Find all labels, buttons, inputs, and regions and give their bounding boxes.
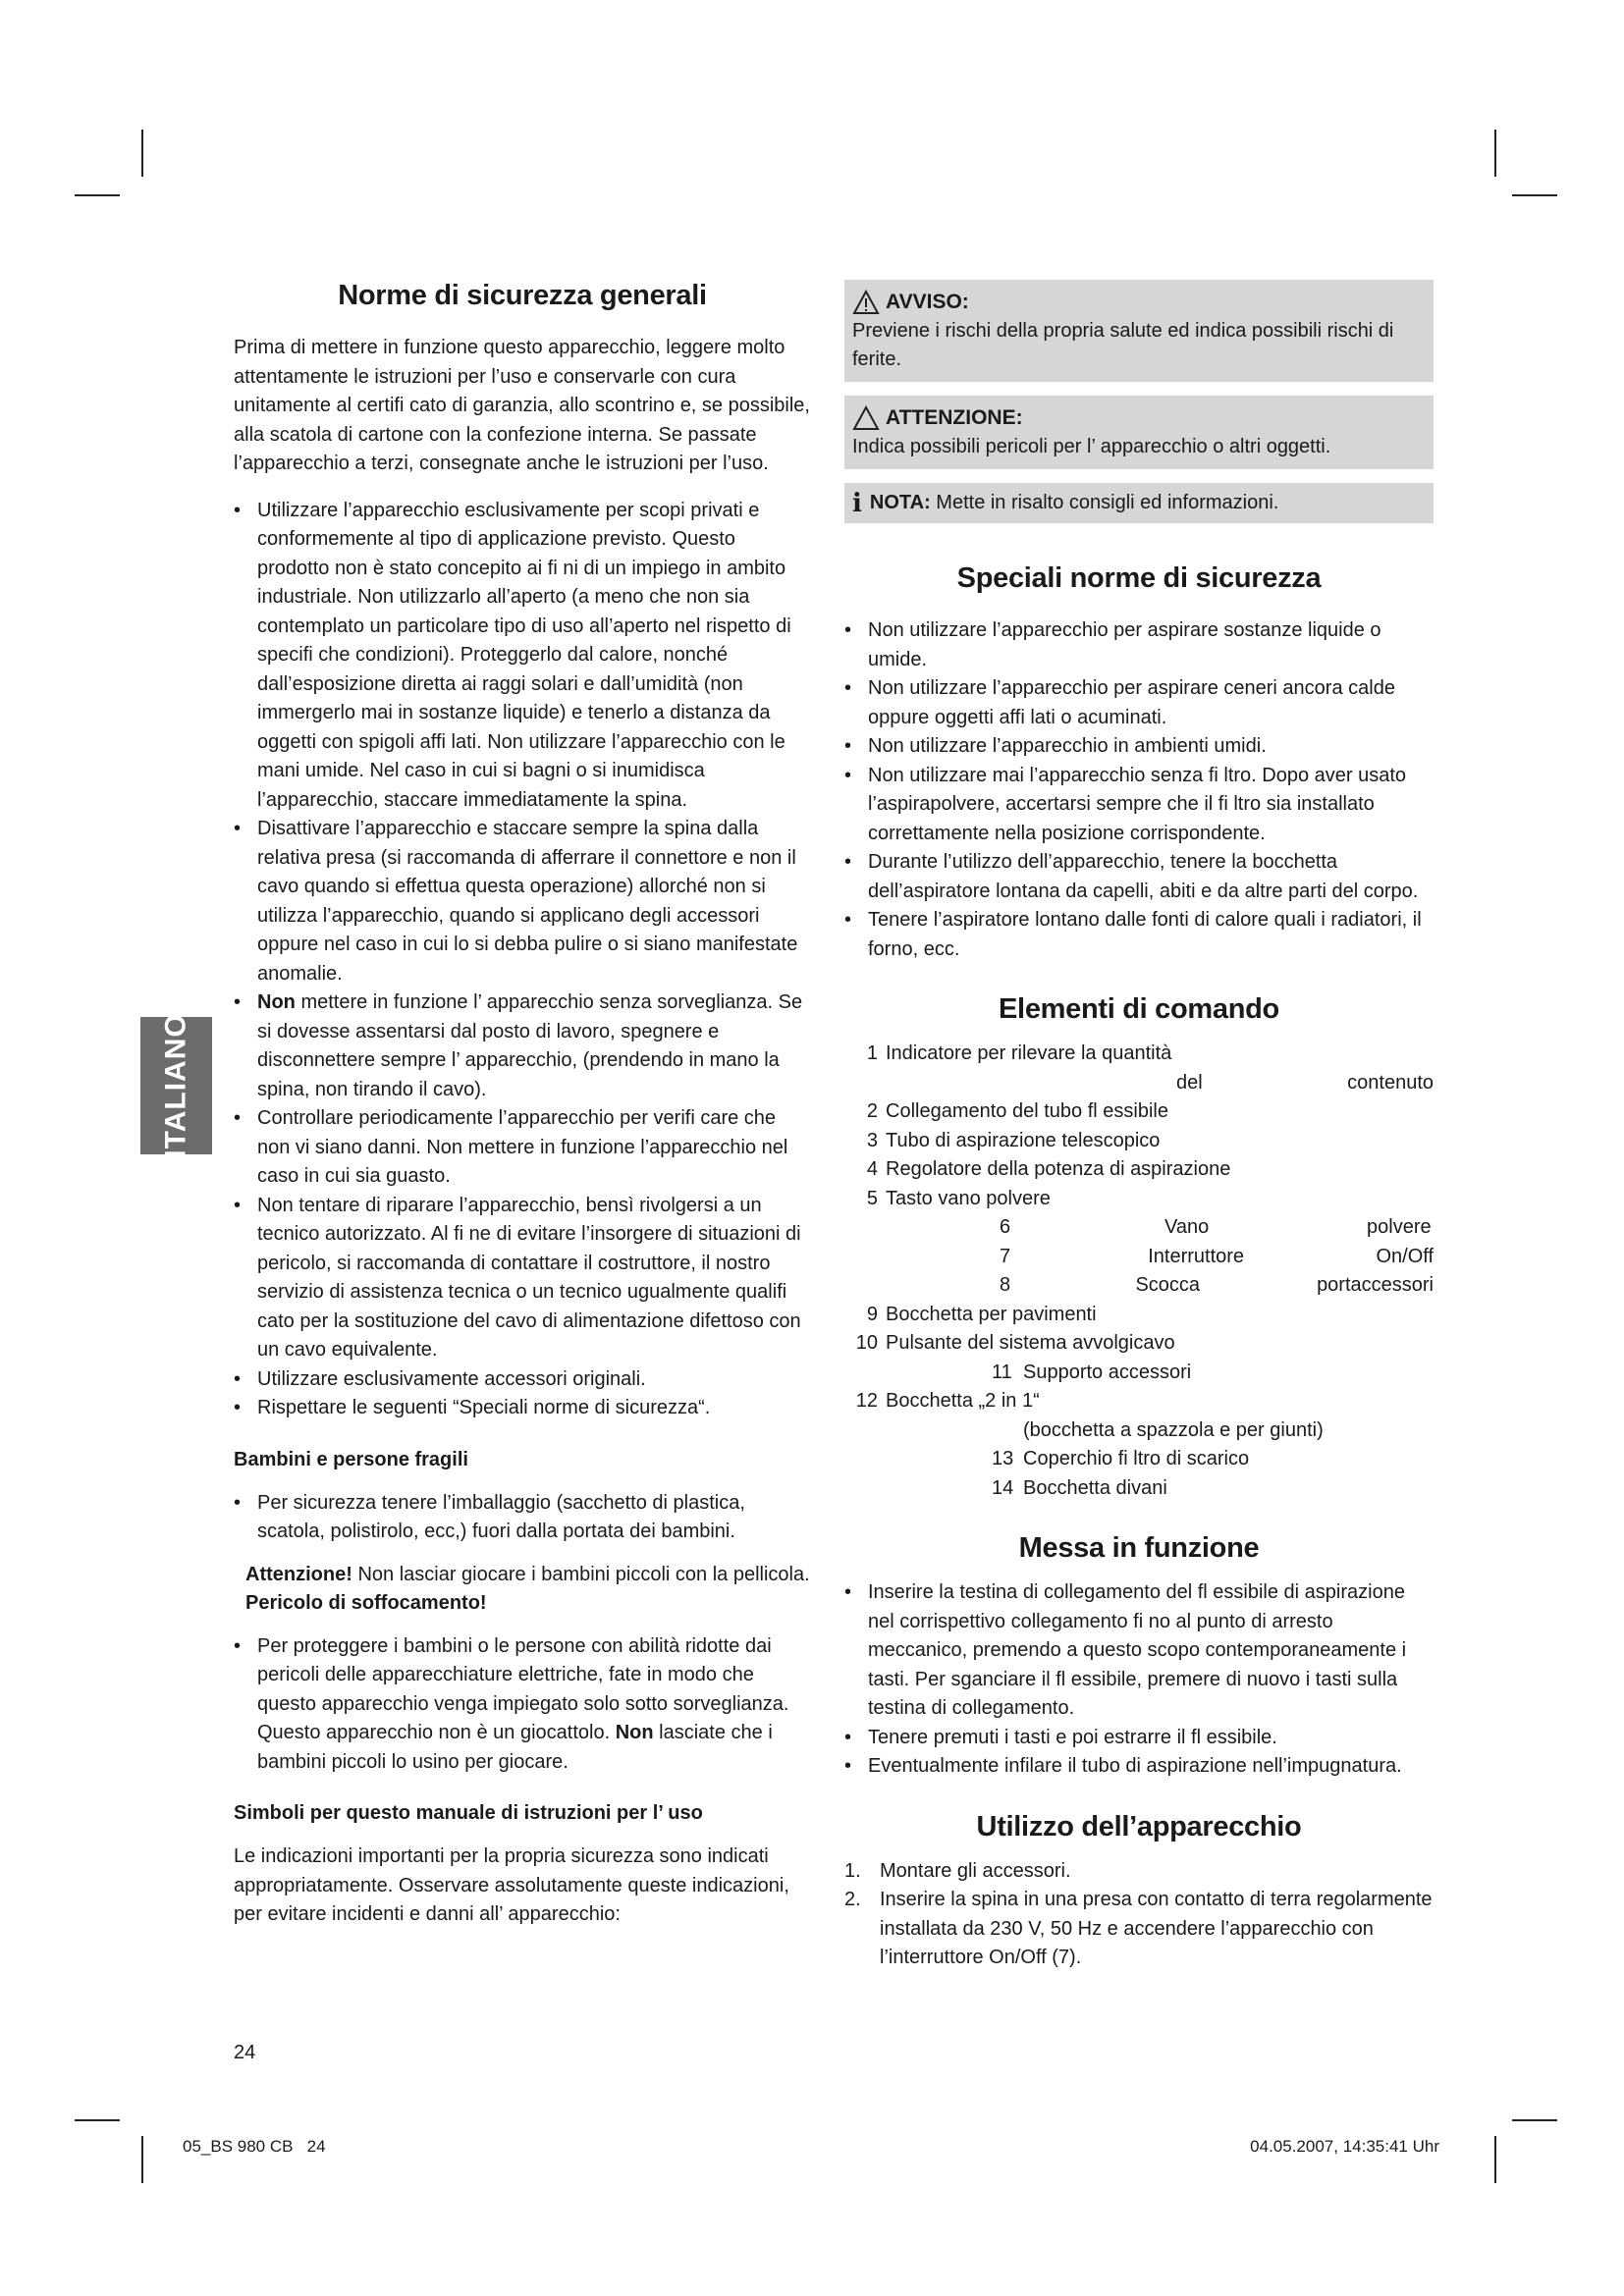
item-number: 7: [1000, 1245, 1011, 1267]
list-item: • Non utilizzare l’apparecchio per aspirare ceneri ancora calde oppure oggetti affi lati o acuminati.: [844, 674, 1434, 732]
warning-triangle-icon: [852, 290, 880, 315]
item-text: On/Off: [1376, 1245, 1434, 1267]
item-number: 1: [866, 1042, 878, 1064]
avviso-label: AVVISO:: [886, 291, 969, 313]
item-number: 9: [866, 1303, 878, 1325]
item-text: Scocca: [1135, 1274, 1201, 1296]
list-item: [844, 1155, 1434, 1185]
item-number: 14: [992, 1476, 1014, 1499]
list-item: [844, 1301, 1434, 1330]
avviso-text: Previene i rischi della propria salute ed indica possibili rischi di ferite.: [852, 320, 1394, 370]
special-safety-list: [844, 616, 1434, 964]
general-safety-title: Norme di sicurezza generali: [338, 280, 707, 311]
crop-mark: [141, 130, 143, 177]
item-text: contenuto: [1347, 1071, 1434, 1094]
item-number: 12: [855, 1390, 878, 1412]
list-item: • Rispettare le seguenti “Speciali norme di sicurezza“.: [234, 1394, 811, 1423]
list-item: [844, 1185, 1434, 1214]
item-text: (bocchetta a spazzola e per giunti): [1023, 1418, 1324, 1441]
list-item: [234, 1632, 811, 1778]
list-item: • Non tentare di riparare l’apparecchio, bensì rivolgersi a un tecnico autorizzato. Al fi ne di evitare l’insorgere di situazioni di pericolo, si raccomanda di contattare il costruttore, il nostro servizio di assistenza tecnica o un tecnico ugualmente qualifi cato per la sostituzione del cavo di alimentazione difettoso con un cavo equivalente.: [234, 1192, 811, 1365]
attenzione-label: ATTENZIONE:: [886, 406, 1023, 429]
item-text: Bocchetta „2 in 1“: [886, 1390, 1040, 1412]
list-item: [844, 1213, 1434, 1243]
item-text: Regolatore della potenza di aspirazione: [886, 1158, 1231, 1180]
item-number: 10: [855, 1332, 878, 1354]
item-number: 13: [992, 1448, 1014, 1469]
attenzione-text: Indica possibili pericoli per l’ apparecchio o altri oggetti.: [852, 436, 1331, 457]
list-item: • Utilizzare esclusivamente accessori originali.: [234, 1365, 811, 1395]
item-text: Interruttore: [1148, 1245, 1245, 1267]
bold-non: Non: [257, 991, 296, 1013]
list-item: • Tenere l’aspiratore lontano dalle fonti di calore quali i radiatori, il forno, ecc.: [844, 906, 1434, 964]
attenzione-box: [844, 396, 1434, 469]
item-text: Indicatore per rilevare la quantità: [886, 1042, 1172, 1064]
crop-mark: [1494, 2136, 1496, 2183]
intro-paragraph: Prima di mettere in funzione questo apparecchio, leggere molto attentamente le istruzioni per l’uso e conservarle con cura unitamente al certifi cato di garanzia, allo scontrino e, se possibile, alla scatola di cartone con la confezione interna. Se passate l’apparecchio a terzi, consegnate anche le istruzioni per l’uso.: [234, 337, 810, 474]
list-item: • Per sicurezza tenere l’imballaggio (sacchetto di plastica, scatola, polistirolo, ecc,) fuori dalla portata dei bambini.: [234, 1489, 811, 1547]
item-text: Bocchetta divani: [1023, 1476, 1167, 1499]
item-text: Vano: [1164, 1216, 1210, 1238]
avviso-heading: [852, 288, 1426, 317]
kids-list-2: [234, 1632, 811, 1778]
left-column: [234, 280, 811, 1930]
crop-mark: [141, 2136, 143, 2183]
use-steps: [844, 1857, 1434, 1973]
special-safety-title: Speciali norme di sicurezza: [956, 562, 1322, 594]
list-item: [844, 1857, 1434, 1887]
list-item: [844, 1387, 1434, 1416]
list-item: • Inserire la testina di collegamento del fl essibile di aspirazione nel corrispettivo collegamento fi no al punto di arresto meccanico, premendo a questo scopo contemporaneamente i tasti. Per sganciare il fl essibile, premere di nuovo i tasti sulla testina di collegamento.: [844, 1578, 1434, 1724]
bold-non: Non: [615, 1722, 654, 1743]
item-text: Collegamento del tubo fl essibile: [886, 1100, 1168, 1122]
step-number: 1.: [844, 1859, 861, 1882]
item-number: 6: [1000, 1216, 1011, 1238]
list-item: • Eventualmente infilare il tubo di aspirazione nell’impugnatura.: [844, 1752, 1434, 1782]
kids-title: Bambini e persone fragili: [234, 1448, 468, 1470]
nota-box: [844, 483, 1434, 523]
list-item: • Non utilizzare l’apparecchio in ambienti umidi.: [844, 732, 1434, 762]
symbols-paragraph: Le indicazioni importanti per la propria sicurezza sono indicati appropriatamente. Osservare assolutamente queste indicazioni, per evitare incidenti e danni all’ apparecchio:: [234, 1845, 789, 1925]
general-safety-list: [234, 497, 811, 1423]
list-item: [844, 1243, 1434, 1272]
list-item: [844, 1886, 1434, 1973]
item-number: 4: [866, 1158, 878, 1180]
controls-list: [844, 1040, 1434, 1503]
list-item: • Durante l’utilizzo dell’apparecchio, tenere la bocchetta dell’aspiratore lontana da capelli, abiti e da altre parti del corpo.: [844, 848, 1434, 906]
list-item-text: lasciate che i bambini piccoli lo usino per giocare.: [257, 1722, 773, 1773]
list-item: [844, 1271, 1434, 1301]
list-item: [844, 1097, 1434, 1127]
list-item: [844, 1416, 1434, 1446]
attention-label: Attenzione!: [245, 1563, 352, 1585]
list-item: • Non utilizzare l’apparecchio per aspirare sostanze liquide o umide.: [844, 616, 1434, 674]
list-item: [844, 1445, 1434, 1474]
item-number: 2: [866, 1100, 878, 1122]
crop-mark: [1494, 130, 1496, 177]
list-item: • Utilizzare l’apparecchio esclusivamente per scopi privati e conformemente al tipo di applicazione previsto. Questo prodotto non è stato concepito ai fi ni di un impiego in ambito industriale. Non utilizzarlo all’aperto (a meno che non sia contemplato un particolare tipo di uso all’aperto nel rispetto di specifi che condizioni). Proteggerlo dal calore, nonché dall’esposizione diretta ai raggi solari e dall’umidità (non immergerlo mai in sostanze liquide) e tenerlo a distanza da oggetti con spigoli affi lati. Non utilizzare l’apparecchio con le mani umide. Nel caso in cui si bagni o si inumidisca l’apparecchio, staccare immediatamente la spina.: [234, 497, 811, 816]
list-item: [844, 1069, 1434, 1098]
attention-callout: [245, 1561, 811, 1619]
language-tab: [140, 1013, 212, 1158]
startup-list: [844, 1578, 1434, 1782]
item-text: Supporto accessori: [1023, 1361, 1192, 1383]
right-column: [844, 280, 1434, 1973]
avviso-box: [844, 280, 1434, 382]
item-text: Pulsante del sistema avvolgicavo: [886, 1332, 1175, 1354]
item-text: Tubo di aspirazione telescopico: [886, 1129, 1161, 1151]
list-item: [234, 988, 811, 1104]
attention-text: Non lasciar giocare i bambini piccoli con la pellicola.: [352, 1563, 810, 1585]
symbols-title: Simboli per questo manuale di istruzioni per l’ uso: [234, 1802, 703, 1824]
item-text: Tasto vano polvere: [886, 1187, 1051, 1209]
list-item: • Tenere premuti i tasti e poi estrarre il fl essibile.: [844, 1724, 1434, 1753]
kids-list: [234, 1489, 811, 1547]
use-title: Utilizzo dell’apparecchio: [976, 1810, 1302, 1842]
controls-title: Elementi di comando: [999, 993, 1279, 1025]
item-text: polvere: [1367, 1216, 1432, 1238]
nota-line: [852, 489, 1426, 517]
item-text: portaccessori: [1317, 1274, 1434, 1296]
item-number: 11: [992, 1361, 1012, 1383]
list-item: • Controllare periodicamente l’apparecchio per verifi care che non vi siano danni. Non mettere in funzione l’apparecchio nel caso in cui sia guasto.: [234, 1104, 811, 1192]
caution-triangle-icon: [852, 405, 880, 431]
item-text: Coperchio fi ltro di scarico: [1023, 1448, 1250, 1469]
list-item: • Non utilizzare mai l’apparecchio senza fi ltro. Dopo aver usato l’aspirapolvere, accertarsi sempre che il fi ltro sia installato correttamente nella posizione corrispondente.: [844, 762, 1434, 849]
list-item: [844, 1329, 1434, 1359]
item-text: Bocchetta per pavimenti: [886, 1303, 1097, 1325]
page-number: 24: [234, 2042, 256, 2063]
crop-mark: [1512, 194, 1557, 196]
crop-mark: [1512, 2119, 1557, 2121]
list-item: • Disattivare l’apparecchio e staccare sempre la spina dalla relativa presa (si raccomanda di afferrare il connettore e non il cavo quando si effettua questa operazione) allorché non si utilizza l’apparecchio, quando si applicano degli accessori oppure nel caso in cui lo si debba pulire o si siano manifestate anomalie.: [234, 815, 811, 988]
list-item-text: Per proteggere i bambini o le persone con abilità ridotte dai pericoli delle apparecchiature elettriche, fate in modo che questo apparecchio venga impiegato solo sotto sorveglianza. Questo apparecchio non è un giocattolo.: [257, 1634, 789, 1743]
step-text: Inserire la spina in una presa con contatto di terra regolarmente installata da 230 V, 50 Hz e accendere l’apparecchio con l’interruttore On/Off (7).: [880, 1889, 1433, 1968]
list-item: [844, 1127, 1434, 1156]
item-number: 5: [866, 1187, 878, 1209]
language-tab-label: ITALIANO: [159, 1013, 192, 1158]
list-item: [844, 1359, 1434, 1388]
crop-mark: [75, 2119, 120, 2121]
crop-mark: [75, 194, 120, 196]
nota-text: Mette in risalto consigli ed informazioni.: [930, 492, 1279, 513]
info-icon: i: [852, 488, 862, 518]
item-text: del: [1176, 1071, 1203, 1094]
footer-timestamp: 04.05.2007, 14:35:41 Uhr: [1250, 2137, 1439, 2156]
attenzione-heading: [852, 403, 1426, 433]
item-number: 8: [1000, 1274, 1011, 1296]
footer-file-info: 05_BS 980 CB 24: [183, 2137, 326, 2156]
startup-title: Messa in funzione: [1018, 1532, 1260, 1564]
item-number: 3: [866, 1129, 878, 1151]
step-text: Montare gli accessori.: [880, 1859, 1071, 1882]
list-item: [844, 1474, 1434, 1504]
nota-label: NOTA:: [869, 492, 931, 513]
step-number: 2.: [844, 1889, 861, 1910]
list-item-text: mettere in funzione l’ apparecchio senza sorveglianza. Se si dovesse assentarsi dal posto di lavoro, spegnere e disconnettere sempre l’ apparecchio, (prendendo in mano la spina, non tirando il cavo).: [257, 991, 803, 1100]
suffocation-warning: Pericolo di soffocamento!: [245, 1592, 487, 1614]
list-item: [844, 1040, 1434, 1069]
